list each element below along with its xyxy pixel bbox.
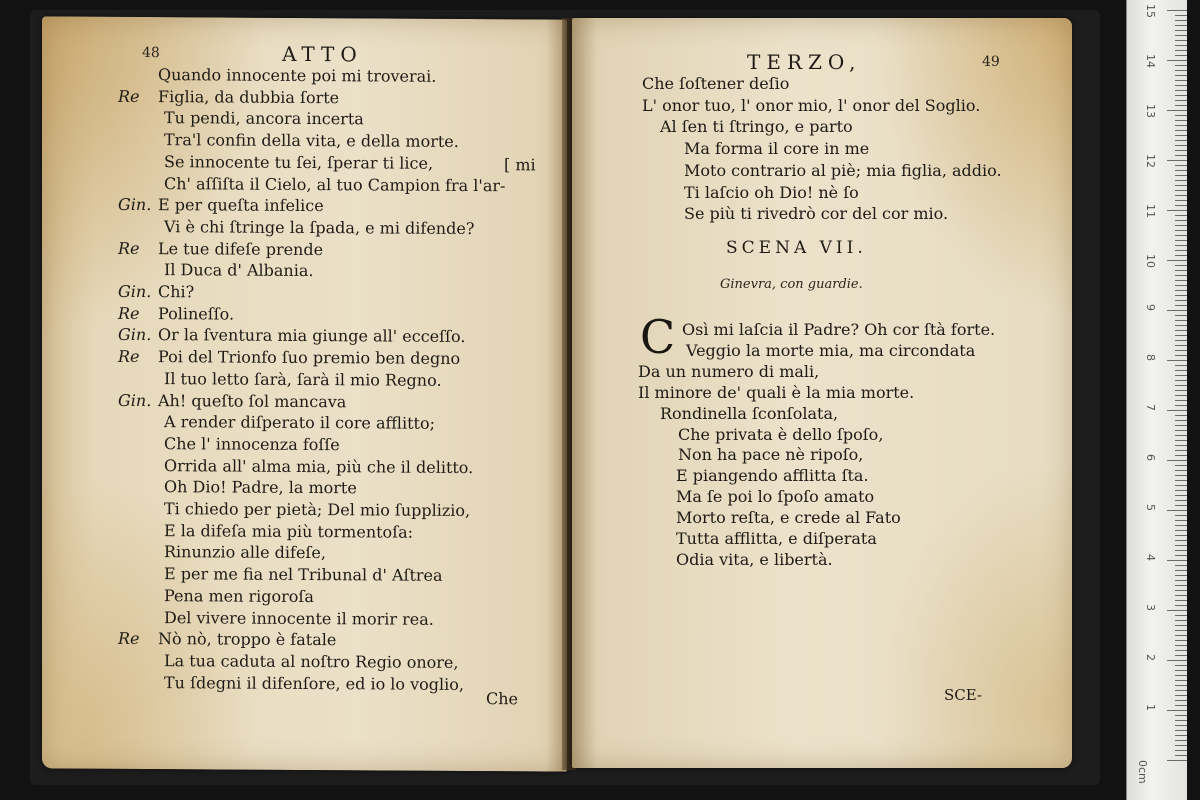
ruler-tick xyxy=(1175,490,1187,491)
ruler-tick xyxy=(1175,640,1187,641)
ruler-tick xyxy=(1175,740,1187,741)
ruler-label: 12 xyxy=(1144,154,1157,168)
ruler-tick xyxy=(1175,425,1187,426)
ruler-unit-label: 0cm xyxy=(1136,760,1149,784)
right-line: Osì mi laſcia il Padre? Oh cor ſtà forte. xyxy=(682,320,996,339)
verse-text: E la difeſa mia più tormentoſa: xyxy=(164,520,414,542)
ruler-tick xyxy=(1175,465,1187,466)
ruler-tick xyxy=(1175,340,1187,341)
verse-text: Se innocente tu ſei, ſperar ti lice, xyxy=(164,151,434,173)
ruler-tick xyxy=(1175,150,1187,151)
verse-text: Rinunzio alle difeſe, xyxy=(164,542,326,563)
verse-text: Pena men rigoroſa xyxy=(164,585,314,606)
ruler-tick xyxy=(1175,115,1187,116)
ruler-tick xyxy=(1175,555,1187,556)
right-line: Non ha pace nè ripoſo, xyxy=(678,445,864,465)
ruler-tick xyxy=(1175,265,1187,266)
ruler-tick xyxy=(1175,530,1187,531)
ruler-tick xyxy=(1175,580,1187,581)
ruler-tick xyxy=(1175,175,1187,176)
ruler-tick xyxy=(1175,170,1187,171)
drop-cap: C xyxy=(640,310,676,364)
ruler-tick xyxy=(1175,365,1187,366)
speaker-label: Re xyxy=(118,303,140,323)
ruler-tick xyxy=(1175,40,1187,41)
ruler-tick xyxy=(1175,450,1187,451)
ruler-tick xyxy=(1175,85,1187,86)
ruler-tick xyxy=(1175,730,1187,731)
ruler-tick xyxy=(1175,345,1187,346)
ruler-label: 4 xyxy=(1144,554,1157,561)
ruler-tick xyxy=(1175,515,1187,516)
ruler-tick xyxy=(1175,655,1187,656)
ruler-tick xyxy=(1175,650,1187,651)
ruler-tick xyxy=(1175,225,1187,226)
verse-text: Le tue difeſe prende xyxy=(158,238,324,259)
verse-text: Chi? xyxy=(158,282,195,302)
speaker-label: Re xyxy=(118,238,140,258)
ruler-tick xyxy=(1175,155,1187,156)
ruler-tick xyxy=(1175,475,1187,476)
ruler-tick xyxy=(1167,610,1187,611)
ruler-tick xyxy=(1175,695,1187,696)
ruler-tick xyxy=(1175,165,1187,166)
ruler-tick xyxy=(1175,485,1187,486)
ruler-tick xyxy=(1175,480,1187,481)
ruler-tick xyxy=(1167,560,1187,561)
ruler-tick xyxy=(1175,335,1187,336)
ruler-tick xyxy=(1175,70,1187,71)
right-line: Moto contrario al piè; mia figlia, addio. xyxy=(684,160,1002,180)
ruler-tick xyxy=(1175,735,1187,736)
verse-text: Oh Dio! Padre, la morte xyxy=(164,477,357,498)
speaker-label: Gin. xyxy=(118,325,152,345)
ruler-tick xyxy=(1175,285,1187,286)
ruler-tick xyxy=(1167,210,1187,211)
verse-text: A render diſperato il core afflitto; xyxy=(164,412,435,433)
ruler-tick xyxy=(1175,390,1187,391)
ruler-tick xyxy=(1175,420,1187,421)
verse-text: La tua caduta al noſtro Regio onore, xyxy=(164,651,459,672)
verse-text: Polineſſo. xyxy=(158,303,235,324)
verse-text: Ah! queſto ſol mancava xyxy=(158,390,347,411)
ruler-tick xyxy=(1175,270,1187,271)
ruler-label: 14 xyxy=(1144,54,1157,68)
speaker-label: Gin. xyxy=(118,195,152,215)
ruler-tick xyxy=(1175,605,1187,606)
ruler-tick xyxy=(1175,625,1187,626)
ruler-tick xyxy=(1175,620,1187,621)
verse-text: Quando innocente poi mi troverai. xyxy=(158,65,437,86)
ruler-tick xyxy=(1175,350,1187,351)
verse-text: Del vivere innocente il morir rea. xyxy=(164,607,434,629)
ruler-tick xyxy=(1175,645,1187,646)
ruler-tick xyxy=(1175,135,1187,136)
ruler-tick xyxy=(1175,235,1187,236)
ruler-tick xyxy=(1175,470,1187,471)
ruler-tick xyxy=(1175,540,1187,541)
ruler-label: 6 xyxy=(1144,454,1157,461)
ruler-tick xyxy=(1175,290,1187,291)
ruler-tick xyxy=(1175,200,1187,201)
ruler-tick xyxy=(1175,240,1187,241)
speaker-label: Re xyxy=(118,346,140,367)
right-line: Odia vita, e libertà. xyxy=(676,549,833,569)
verse-text: Ch' aſſiſta il Cielo, al tuo Campion fra l'ar- xyxy=(164,173,506,195)
ruler-tick xyxy=(1175,745,1187,746)
ruler-tick xyxy=(1175,430,1187,431)
measurement-ruler xyxy=(1126,0,1187,800)
ruler-tick xyxy=(1175,395,1187,396)
ruler-tick xyxy=(1175,755,1187,756)
ruler-tick xyxy=(1175,295,1187,296)
ruler-tick xyxy=(1175,590,1187,591)
verse-text: Vi è chi ſtringe la ſpada, e mi difende? xyxy=(164,217,475,238)
ruler-tick xyxy=(1175,180,1187,181)
ruler-tick xyxy=(1167,260,1187,261)
ruler-tick xyxy=(1175,375,1187,376)
ruler-tick xyxy=(1167,760,1187,761)
right-line: Veggio la morte mia, ma circondata xyxy=(686,340,976,360)
ruler-tick xyxy=(1175,670,1187,671)
ruler-tick xyxy=(1175,435,1187,436)
left-turnover: [ mi xyxy=(504,155,536,175)
ruler-label: 3 xyxy=(1144,604,1157,611)
ruler-tick xyxy=(1175,585,1187,586)
ruler-tick xyxy=(1175,25,1187,26)
ruler-tick xyxy=(1167,310,1187,311)
ruler-tick xyxy=(1167,660,1187,661)
ruler-tick xyxy=(1175,280,1187,281)
ruler-label: 9 xyxy=(1144,304,1157,311)
verse-text: Il tuo letto ſarà, ſarà il mio Regno. xyxy=(164,368,442,390)
left-catchword: Che xyxy=(486,689,519,709)
right-line: Ma forma il core in me xyxy=(684,139,870,159)
ruler-tick xyxy=(1175,675,1187,676)
ruler-tick xyxy=(1175,105,1187,106)
verse-text: Orrida all' alma mia, più che il delitto. xyxy=(164,455,474,477)
ruler-tick xyxy=(1175,145,1187,146)
ruler-tick xyxy=(1175,570,1187,571)
ruler-tick xyxy=(1175,445,1187,446)
right-catchword: SCE- xyxy=(944,686,983,704)
ruler-tick xyxy=(1175,520,1187,521)
right-line: E piangendo afflitta ſta. xyxy=(676,466,869,486)
ruler-tick xyxy=(1175,525,1187,526)
ruler-tick xyxy=(1175,380,1187,381)
right-line: Il minore de' quali è la mia morte. xyxy=(638,382,915,402)
scene-title: SCENA VII. xyxy=(726,238,867,258)
ruler-tick xyxy=(1175,100,1187,101)
ruler-tick xyxy=(1175,405,1187,406)
ruler-tick xyxy=(1175,680,1187,681)
ruler-tick xyxy=(1175,415,1187,416)
ruler-tick xyxy=(1175,550,1187,551)
ruler-tick xyxy=(1175,245,1187,246)
right-line: Da un numero di mali, xyxy=(638,361,820,381)
ruler-label: 8 xyxy=(1144,354,1157,361)
ruler-tick xyxy=(1175,140,1187,141)
left-page xyxy=(42,16,567,771)
ruler-tick xyxy=(1175,80,1187,81)
ruler-tick xyxy=(1175,195,1187,196)
ruler-tick xyxy=(1175,705,1187,706)
ruler-tick xyxy=(1175,35,1187,36)
ruler-tick xyxy=(1175,355,1187,356)
right-page-number: 49 xyxy=(982,54,1000,70)
ruler-tick xyxy=(1167,160,1187,161)
speaker-label: Gin. xyxy=(118,281,152,302)
verse-text: Poi del Trionfo ſuo premio ben degno xyxy=(158,347,461,369)
ruler-tick xyxy=(1175,685,1187,686)
ruler-tick xyxy=(1175,325,1187,326)
right-line: Ti laſcio oh Dio! nè ſo xyxy=(684,182,859,202)
ruler-tick xyxy=(1175,330,1187,331)
ruler-tick xyxy=(1175,535,1187,536)
ruler-tick xyxy=(1175,440,1187,441)
ruler-tick xyxy=(1175,495,1187,496)
ruler-tick xyxy=(1175,320,1187,321)
ruler-tick xyxy=(1175,45,1187,46)
ruler-label: 13 xyxy=(1144,104,1157,118)
ruler-tick xyxy=(1175,120,1187,121)
ruler-label: 7 xyxy=(1144,404,1157,411)
ruler-tick xyxy=(1175,250,1187,251)
ruler-tick xyxy=(1175,130,1187,131)
right-line: Al ſen ti ſtringo, e parto xyxy=(660,117,853,137)
ruler-tick xyxy=(1175,215,1187,216)
ruler-tick xyxy=(1175,305,1187,306)
right-line: Morto reſta, e crede al Fato xyxy=(676,508,901,528)
ruler-tick xyxy=(1175,615,1187,616)
right-line: Che privata è dello ſpoſo, xyxy=(678,424,884,444)
ruler-tick xyxy=(1175,700,1187,701)
ruler-tick xyxy=(1167,360,1187,361)
ruler-tick xyxy=(1175,50,1187,51)
ruler-tick xyxy=(1175,715,1187,716)
left-running-head: ATTO xyxy=(282,41,363,67)
verse-text: Nò nò, troppo è fatale xyxy=(158,629,337,650)
verse-text: Figlia, da dubbia ſorte xyxy=(158,86,340,107)
right-line: L' onor tuo, l' onor mio, l' onor del Soglio. xyxy=(642,95,981,115)
ruler-tick xyxy=(1175,595,1187,596)
ruler-tick xyxy=(1175,385,1187,386)
ruler-tick xyxy=(1175,720,1187,721)
right-line: Se più ti rivedrò cor del cor mio. xyxy=(684,204,949,224)
ruler-tick xyxy=(1175,750,1187,751)
ruler-tick xyxy=(1175,190,1187,191)
ruler-tick xyxy=(1175,205,1187,206)
ruler-label: 10 xyxy=(1144,254,1157,268)
verse-text: Or la ſventura mia giunge all' ecceſſo. xyxy=(158,325,466,347)
ruler-tick xyxy=(1175,255,1187,256)
ruler-tick xyxy=(1175,630,1187,631)
ruler-tick xyxy=(1175,300,1187,301)
ruler-tick xyxy=(1175,185,1187,186)
ruler-label: 15 xyxy=(1144,4,1157,18)
verse-text: E per me fia nel Tribunal d' Aſtrea xyxy=(164,564,443,585)
right-line: Rondinella ſconſolata, xyxy=(660,403,839,423)
ruler-tick xyxy=(1175,275,1187,276)
ruler-tick xyxy=(1175,500,1187,501)
speaker-label: Gin. xyxy=(118,390,152,410)
ruler-tick xyxy=(1175,545,1187,546)
ruler-tick xyxy=(1175,505,1187,506)
ruler-tick xyxy=(1175,565,1187,566)
ruler-tick xyxy=(1167,410,1187,411)
speaker-label: Re xyxy=(118,629,140,649)
ruler-tick xyxy=(1167,60,1187,61)
verse-text: Ti chiedo per pietà; Del mio ſupplizio, xyxy=(164,499,471,521)
ruler-label: 5 xyxy=(1144,504,1157,511)
left-page-number: 48 xyxy=(142,45,160,62)
ruler-tick xyxy=(1175,95,1187,96)
right-running-head: TERZO, xyxy=(747,50,862,74)
verse-text: Tra'l confin della vita, e della morte. xyxy=(164,130,459,152)
ruler-tick xyxy=(1175,400,1187,401)
speaker-label: Re xyxy=(118,86,140,106)
verse-text: Il Duca d' Albania. xyxy=(164,260,314,281)
ruler-tick xyxy=(1175,690,1187,691)
verse-text: Che l' innocenza foſſe xyxy=(164,434,340,455)
ruler-tick xyxy=(1175,230,1187,231)
verse-text: Tu ſdegni il difenſore, ed io lo voglio, xyxy=(164,672,464,694)
ruler-tick xyxy=(1167,510,1187,511)
ruler-tick xyxy=(1175,725,1187,726)
ruler-label: 11 xyxy=(1144,204,1157,218)
ruler-tick xyxy=(1175,30,1187,31)
ruler-tick xyxy=(1175,220,1187,221)
ruler-tick xyxy=(1175,15,1187,16)
ruler-tick xyxy=(1175,65,1187,66)
ruler-tick xyxy=(1175,455,1187,456)
ruler-tick xyxy=(1175,600,1187,601)
ruler-tick xyxy=(1175,665,1187,666)
ruler-tick xyxy=(1175,315,1187,316)
right-line: Ma ſe poi lo ſpoſo amato xyxy=(676,487,875,507)
ruler-tick xyxy=(1175,55,1187,56)
ruler-tick xyxy=(1175,370,1187,371)
ruler-tick xyxy=(1167,110,1187,111)
right-line: Tutta afflitta, e diſperata xyxy=(676,529,877,548)
ruler-label: 1 xyxy=(1144,704,1157,711)
ruler-tick xyxy=(1175,635,1187,636)
ruler-tick xyxy=(1175,20,1187,21)
ruler-label: 2 xyxy=(1144,654,1157,661)
right-page xyxy=(572,18,1072,768)
verse-text: E per queſta infelice xyxy=(158,195,324,216)
scene-subtitle: Ginevra, con guardie. xyxy=(720,277,863,292)
ruler-tick xyxy=(1167,10,1187,11)
ruler-tick xyxy=(1175,75,1187,76)
ruler-tick xyxy=(1175,90,1187,91)
ruler-tick xyxy=(1175,575,1187,576)
right-line: Che ſoſtener deſio xyxy=(642,74,790,93)
ruler-tick xyxy=(1175,125,1187,126)
verse-text: Tu pendi, ancora incerta xyxy=(164,108,364,129)
ruler-tick xyxy=(1167,460,1187,461)
ruler-tick xyxy=(1167,710,1187,711)
